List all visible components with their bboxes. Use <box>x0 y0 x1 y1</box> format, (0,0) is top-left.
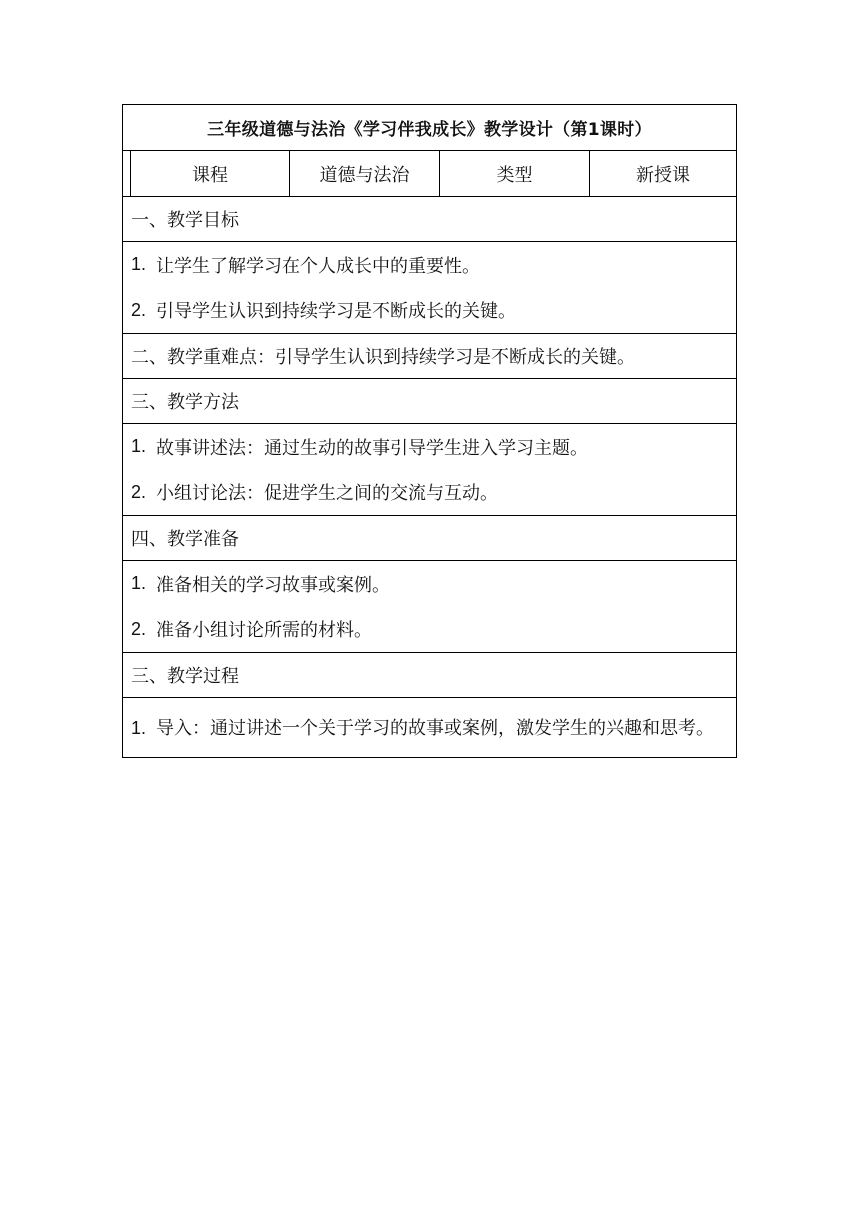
item-number: 1. <box>131 254 147 275</box>
list-item <box>131 424 728 470</box>
item-number: 1. <box>131 573 147 594</box>
list-item <box>131 698 728 757</box>
course-label: 课程 <box>130 151 289 196</box>
course-meta-row <box>123 150 736 197</box>
item-number: 2. <box>131 618 147 639</box>
item-text: 准备小组讨论所需的材料。 <box>156 620 373 642</box>
item-text: 故事讲述法：通过生动的故事引导学生进入学习主题。 <box>156 437 589 459</box>
section-heading-process: 三、教学过程 <box>123 653 736 698</box>
document-title: 三年级道德与法治《学习伴我成长》教学设计（第1课时） <box>123 105 736 151</box>
item-text: 小组讨论法：促进学生之间的交流与互动。 <box>156 483 499 505</box>
list-item <box>131 470 728 516</box>
section-heading-preparation: 四、教学准备 <box>123 516 736 561</box>
item-number: 2. <box>131 481 147 502</box>
objectives-list <box>123 242 736 334</box>
item-text: 准备相关的学习故事或案例。 <box>156 574 391 596</box>
type-value: 新授课 <box>589 151 736 196</box>
list-item <box>131 242 728 288</box>
list-item <box>131 561 728 607</box>
list-item <box>131 607 728 653</box>
section-heading-methods: 三、教学方法 <box>123 379 736 424</box>
methods-list <box>123 424 736 516</box>
type-label: 类型 <box>439 151 589 196</box>
item-number: 2. <box>131 299 147 320</box>
item-text: 引导学生认识到持续学习是不断成长的关键。 <box>156 301 517 323</box>
course-value: 道德与法治 <box>289 151 439 196</box>
item-text: 导入：通过讲述一个关于学习的故事或案例，激发学生的兴趣和思考。 <box>156 718 715 739</box>
process-list <box>123 698 736 757</box>
item-number: 1. <box>131 718 147 738</box>
section-heading-key-points: 二、教学重难点：引导学生认识到持续学习是不断成长的关键。 <box>123 334 736 379</box>
preparation-list <box>123 561 736 653</box>
item-text: 让学生了解学习在个人成长中的重要性。 <box>156 255 481 277</box>
list-item <box>131 288 728 334</box>
section-heading-objectives: 一、教学目标 <box>123 197 736 242</box>
lesson-plan-table <box>122 104 737 758</box>
item-number: 1. <box>131 436 147 457</box>
